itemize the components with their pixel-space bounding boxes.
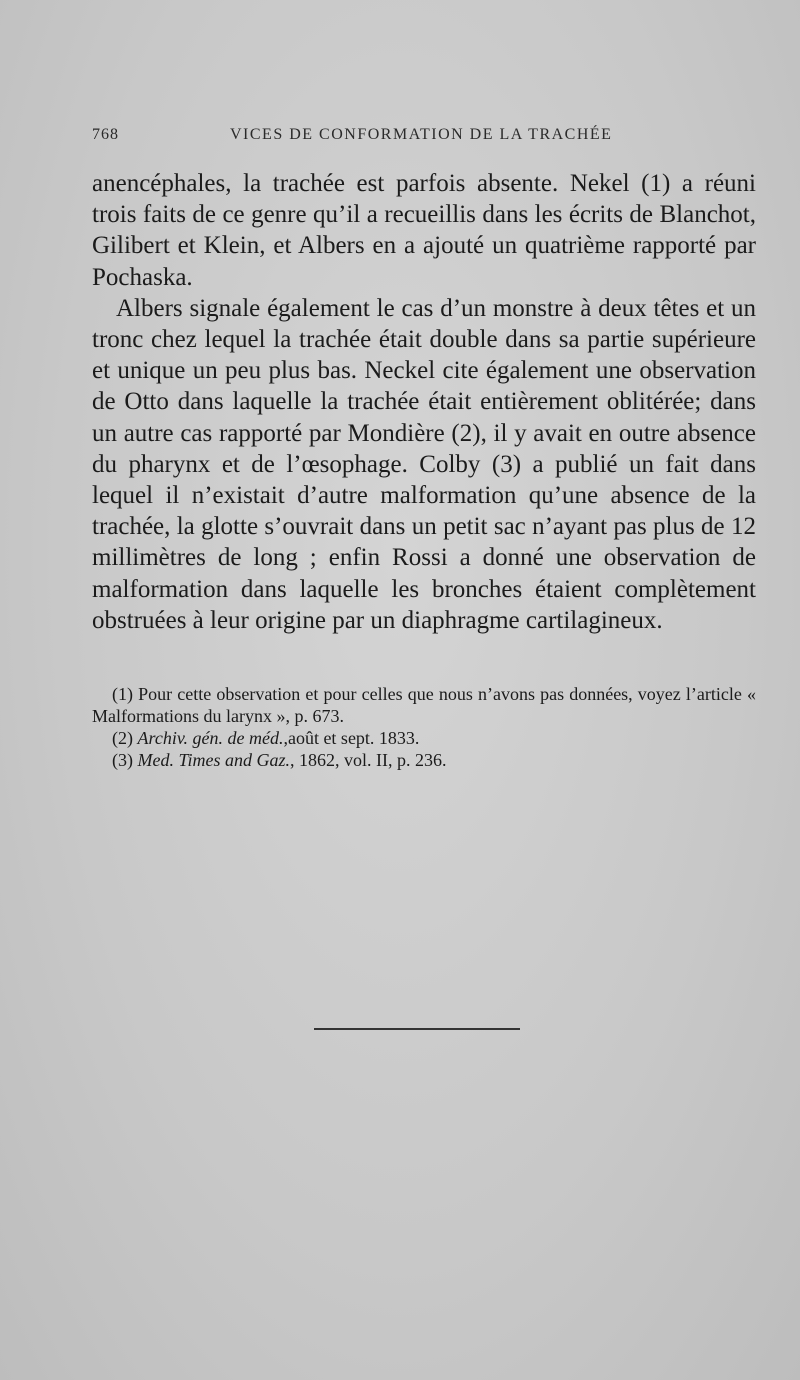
footnote-1: (1) Pour cette observation et pour celles que nous n’avons pas données, voyez l’article « Malformations du larynx », p. 673. <box>92 684 756 726</box>
running-header <box>92 126 752 150</box>
footnote-3-mark: (3) <box>112 750 138 770</box>
paragraph-1: anencéphales, la trachée est parfois absente. Nekel (1) a réuni trois faits de ce genre qu’il a recueillis dans les écrits de Blanchot, Gilibert et Klein, et Albers en a ajouté un quatrième rapporté par Pochaska. <box>92 170 756 291</box>
paragraph-2: Albers signale également le cas d’un monstre à deux têtes et un tronc chez lequel la trachée était double dans sa partie supérieure et unique un peu plus bas. Neckel cite également une observation de Otto dans laquelle la trachée était entièrement oblitérée; dans un autre cas rapporté par Mondière (2), il y avait en outre absence du pharynx et de l’œsophage. Colby (3) a publié un fait dans lequel il n’existait d’autre malformation qu’une absence de la trachée, la glotte s’ouvrait dans un petit sac n’ayant pas plus de 12 millimètres de long ; enfin Rossi a donné une observation de malformation dans laquelle les bronches étaient complètement obstruées à leur origine par un diaphragme cartilagineux. <box>92 294 756 634</box>
footnote-2-details: ,août et sept. 1833. <box>283 728 420 748</box>
footnote-2-mark: (2) <box>112 728 138 748</box>
footnote-3-journal: Med. Times and Gaz. <box>137 750 290 770</box>
running-title: VICES DE CONFORMATION DE LA TRACHÉE <box>230 126 613 143</box>
footnote-3-details: , 1862, vol. II, p. 236. <box>290 750 447 770</box>
main-text <box>92 168 756 636</box>
footnote-2-journal: Archiv. gén. de méd. <box>137 728 284 748</box>
footnotes <box>92 683 756 771</box>
end-rule <box>314 1028 520 1030</box>
footnote-3 <box>92 749 756 771</box>
footnote-2 <box>92 727 756 749</box>
page-number: 768 <box>92 126 119 143</box>
